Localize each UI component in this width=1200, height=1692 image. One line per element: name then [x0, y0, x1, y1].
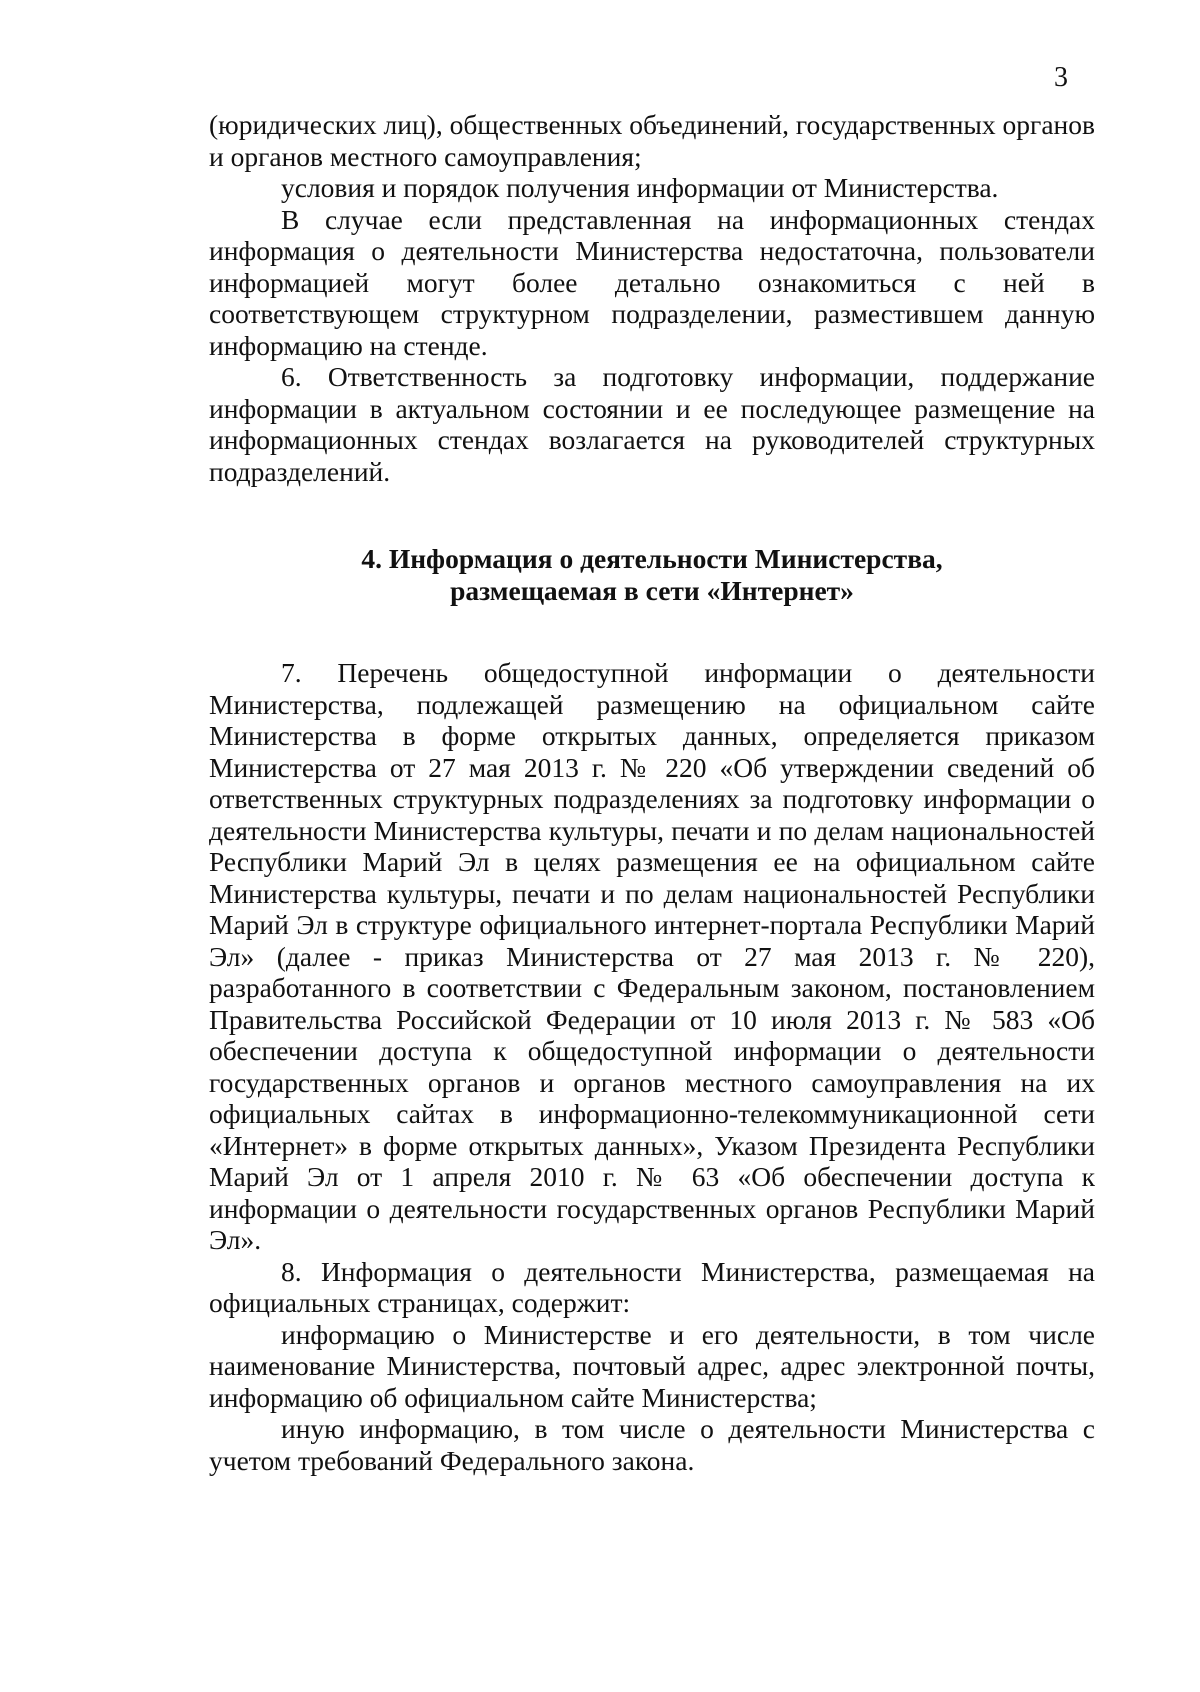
- paragraph-8: 8. Информация о деятельности Министерства, размещаемая на официальных страницах, содержит:: [209, 1255, 1095, 1318]
- paragraph-insufficient-info: В случае если представленная на информационных стендах информация о деятельности Министерства недостаточна, пользователи информацией могут более детально ознакомиться с ней в соответствующем структурном подразделении, разместившем данную информацию на стенде.: [209, 203, 1095, 361]
- section-heading-line-1: 4. Информация о деятельности Министерства,: [361, 543, 943, 574]
- section-heading: [209, 543, 1095, 606]
- paragraph-6: 6. Ответственность за подготовку информации, поддержание информации в актуальном состоянии и ее последующее размещение на информационных стендах возлагается на руководителей структурных подразделений.: [209, 361, 1095, 487]
- paragraph-conditions: условия и порядок получения информации от Министерства.: [281, 172, 999, 203]
- block-2: [209, 657, 1095, 1476]
- paragraph-ministry-info: информацию о Министерстве и его деятельности, в том числе наименование Министерства, почтовый адрес, адрес электронной почты, информацию об официальном сайте Министерства;: [209, 1318, 1095, 1413]
- document-body: [209, 109, 1095, 1476]
- section-heading-line-2: размещаемая в сети «Интернет»: [450, 574, 854, 606]
- page-number: 3: [1054, 62, 1068, 93]
- paragraph-other-info: иную информацию, в том числе о деятельности Министерства с учетом требований Федерального закона.: [209, 1413, 1095, 1476]
- paragraph-continuation: (юридических лиц), общественных объединений, государственных органов и органов местного самоуправления;: [209, 109, 1095, 172]
- block-1: [209, 109, 1095, 487]
- paragraph-7: 7. Перечень общедоступной информации о деятельности Министерства, подлежащей размещению на официальном сайте Министерства в форме открытых данных, определяется приказом Министерства от 27 мая 2013 г. № 220 «Об утверждении сведений об ответственных структурных подразделениях за подготовку информации о деятельности Министерства культуры, печати и по делам национальностей Республики Марий Эл в целях размещения ее на официальном сайте Министерства культуры, печати и по делам национальностей Республики Марий Эл в структуре официального интернет-портала Республики Марий Эл» (далее - приказ Министерства от 27 мая 2013 г. № 220), разработанного в соответствии с Федеральным законом, постановлением Правительства Российской Федерации от 10 июля 2013 г. № 583 «Об обеспечении доступа к общедоступной информации о деятельности государственных органов и органов местного самоуправления на их официальных сайтах в информационно-телекоммуникационной сети «Интернет» в форме открытых данных», Указом Президента Республики Марий Эл от 1 апреля 2010 г. № 63 «Об обеспечении доступа к информации о деятельности государственных органов Республики Марий Эл».: [209, 657, 1095, 1255]
